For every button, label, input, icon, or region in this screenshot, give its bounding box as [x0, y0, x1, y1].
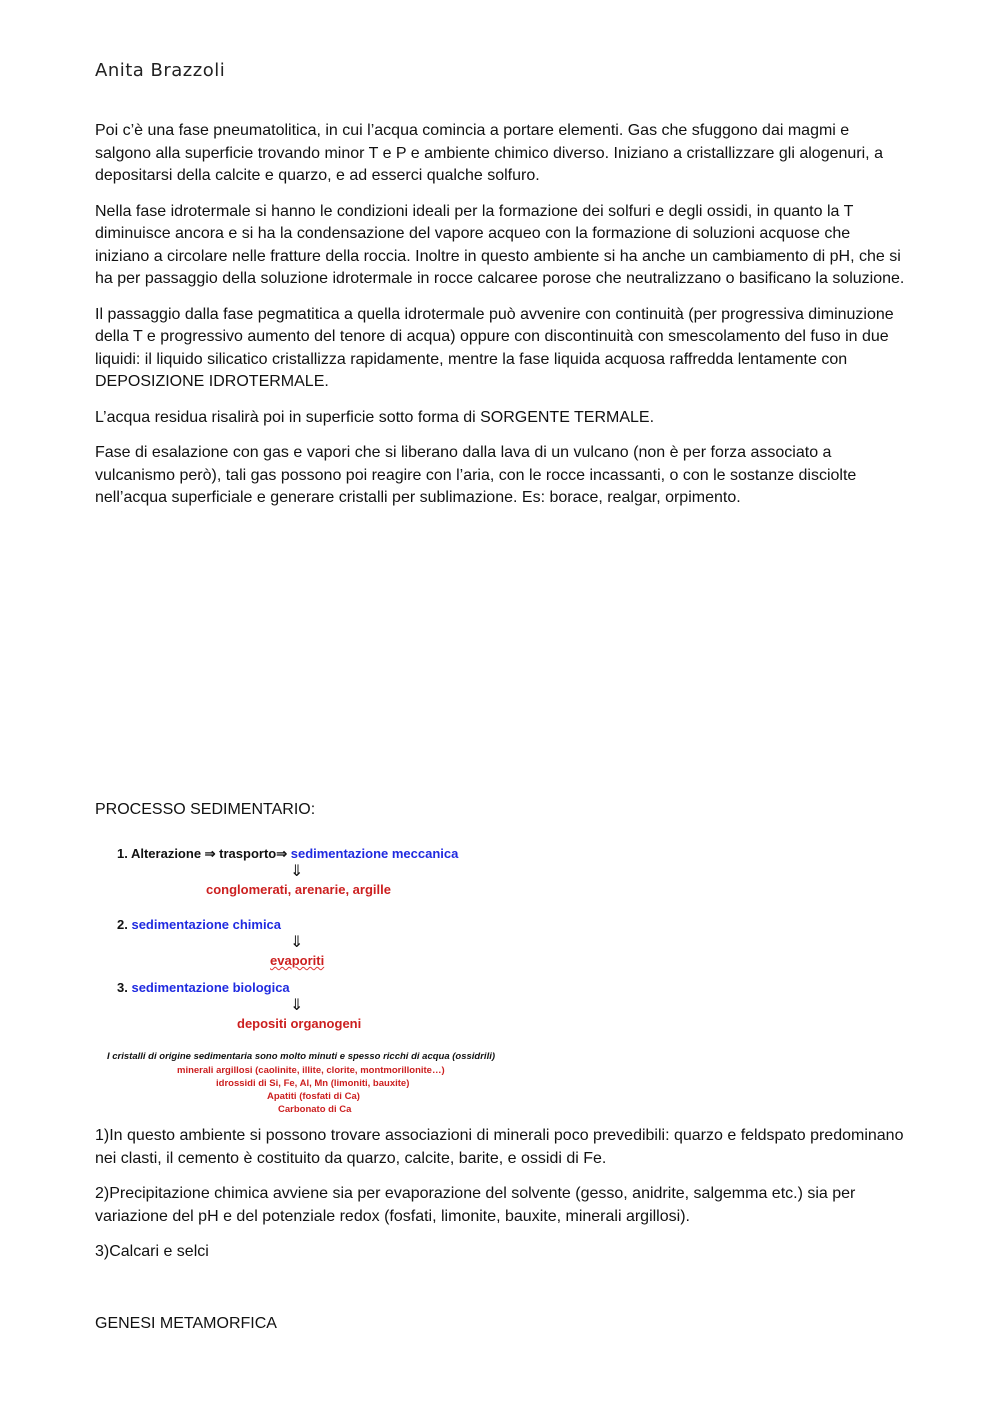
section-heading-metamorphic: GENESI METAMORFICA	[95, 1315, 277, 1332]
down-arrow-icon: ⇓	[290, 863, 304, 880]
sedimentary-process-diagram	[95, 838, 515, 1123]
down-arrow-icon: ⇓	[290, 934, 304, 951]
paragraph: Poi c’è una fase pneumatolitica, in cui l’acqua comincia a portare elementi. Gas che sfuggono dai magmi e salgono alla superficie trovando minor T e P e ambiente chimico diverso. Iniziano a cristallizzare gli alogenuri, a depositarsi della calcite e quarzo, e ad esserci qualche solfuro.	[95, 122, 883, 184]
diagram-row-1-process: sedimentazione meccanica	[290, 846, 459, 861]
diagram-note-line: minerali argillosi (caolinite, illite, clorite, montmorillonite…)	[177, 1065, 445, 1076]
diagram-row-2-process: sedimentazione chimica	[131, 917, 282, 932]
paragraph: Fase di esalazione con gas e vapori che si liberano dalla lava di un vulcano (non è per forza associato a vulcanismo però), tali gas possono poi reagire con l’aria, con le rocce incassanti, o con le sostanze disciolte nell’acqua superficiale e generare cristalli per sublimazione. Es: borace, realgar, orpimento.	[95, 444, 857, 506]
diagram-row-2	[117, 917, 281, 932]
diagram-row-2-result: evaporiti	[270, 953, 325, 968]
diagram-row-3-process: sedimentazione biologica	[131, 980, 290, 995]
diagram-row-3-result: depositi organogeni	[237, 1016, 362, 1031]
paragraph: L’acqua residua risalirà poi in superficie sotto forma di SORGENTE TERMALE.	[95, 408, 655, 426]
paragraph: 2)Precipitazione chimica avviene sia per evaporazione del solvente (gesso, anidrite, salgemma etc.) sia per variazione del pH e del potenziale redox (fosfati, limonite, bauxite, minerali argillosi).	[95, 1185, 856, 1225]
diagram-row-2-prefix: 2.	[117, 917, 132, 932]
diagram-row-1-result: conglomerati, arenarie, argille	[206, 882, 391, 897]
diagram-note-line: idrossidi di Si, Fe, Al, Mn (limoniti, bauxite)	[216, 1078, 410, 1089]
paragraph: Nella fase idrotermale si hanno le condizioni ideali per la formazione dei solfuri e degli ossidi, in quanto la T diminuisce ancora e si ha la condensazione del vapore acqueo con la formazione di soluzioni acquose che iniziano a circolare nelle fratture della roccia. Inoltre in questo ambiente si ha anche un cambiamento di pH, che si ha per passaggio della soluzione idrotermale in rocce calcaree porose che neutralizzano o basificano la soluzione.	[95, 202, 905, 287]
down-arrow-icon: ⇓	[290, 997, 304, 1014]
diagram-row-3-prefix: 3.	[117, 980, 132, 995]
section-magmatic-text	[95, 120, 907, 523]
author-name: Anita Brazzoli	[95, 60, 226, 81]
diagram-note: I cristalli di origine sedimentaria sono molto minuti e spesso ricchi di acqua (ossidrili)	[107, 1051, 496, 1062]
paragraph: 1)In questo ambiente si possono trovare associazioni di minerali poco prevedibili: quarzo e feldspato predominano nei clasti, il cemento è costituito da quarzo, calcite, barite, e ossidi di Fe.	[95, 1127, 904, 1167]
paragraph: Il passaggio dalla fase pegmatitica a quella idrotermale può avvenire con continuità (per progressiva diminuzione della T e progressivo aumento del tenore di acqua) oppure con discontinuità con smescolamento del fuso in due liquidi: il liquido silicatico cristallizza rapidamente, mentre la fase liquida acquosa raffredda lentamente con DEPOSIZIONE IDROTERMALE.	[95, 305, 894, 390]
diagram-row-1	[117, 846, 458, 862]
diagram-note-line: Carbonato di Ca	[278, 1104, 352, 1115]
diagram-row-3	[117, 980, 290, 995]
section-sedimentary-text	[95, 1125, 907, 1277]
section-heading-sedimentary: PROCESSO SEDIMENTARIO:	[95, 801, 316, 818]
diagram-note-line: Apatiti (fosfati di Ca)	[267, 1091, 360, 1102]
diagram-row-1-prefix: 1. Alterazione ⇒ trasporto⇒	[117, 846, 291, 861]
paragraph: 3)Calcari e selci	[95, 1243, 209, 1260]
